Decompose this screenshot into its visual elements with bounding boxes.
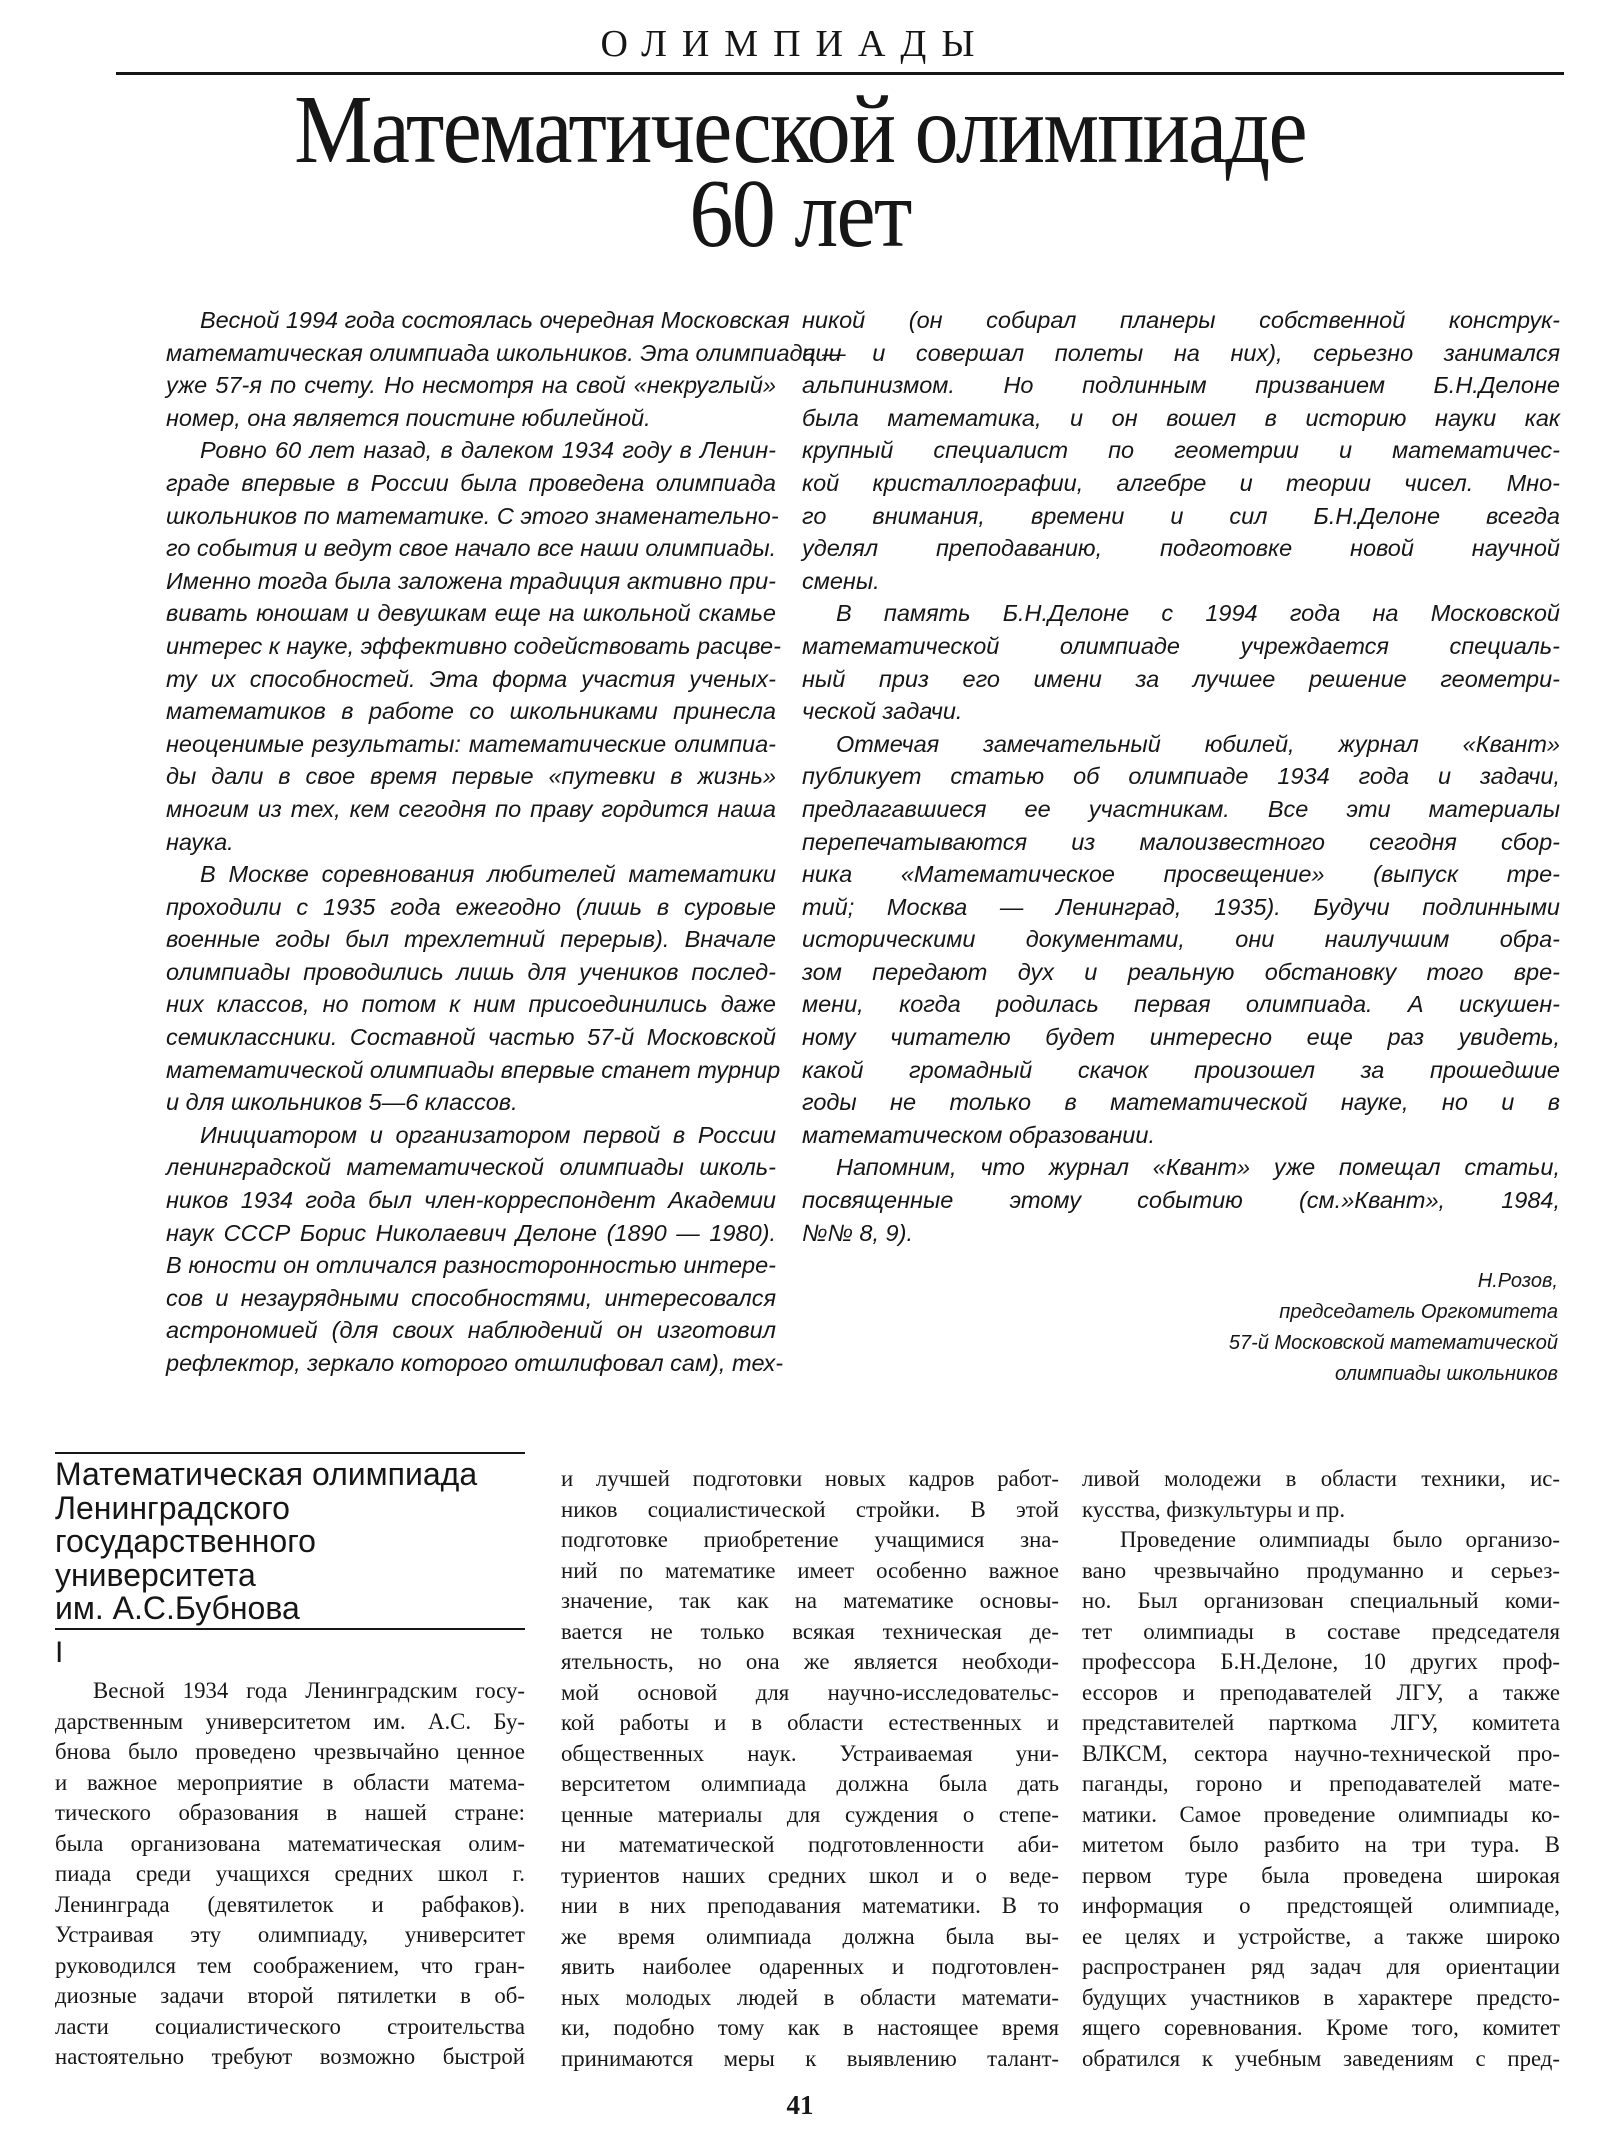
text-line: и важное мероприятие в области матема- — [55, 1769, 525, 1795]
text-line: наук СССР Борис Николаевич Делоне (1890 — 1980). — [166, 1219, 776, 1246]
text-line: ВЛКСМ, сектора научно-технической про- — [1082, 1740, 1560, 1766]
heading-line: Математическая олимпиада — [55, 1456, 478, 1492]
text-line: Ровно 60 лет назад, в далеком 1934 году в Ленин- — [200, 437, 776, 464]
text-line: ятельность, но она же является необходи- — [561, 1649, 1059, 1674]
text-line: тий; Москва — Ленинград, 1935). Будучи подлинными — [802, 893, 1560, 920]
text-line: ту их способностей. Эта форма участия ученых- — [166, 665, 776, 692]
text-line: вано чрезвычайно продуманно и серьез- — [1082, 1557, 1560, 1583]
text-line: ных молодых людей в области математи- — [561, 1984, 1059, 2010]
text-line: Проведение олимпиады было организо- — [1120, 1527, 1560, 1552]
text-line: Отмечая замечательный юбилей, журнал «Квант» — [836, 730, 1560, 757]
text-line: была организована математическая олим- — [55, 1830, 525, 1856]
text-line: проходили с 1935 года ежегодно (лишь в суровые — [166, 893, 776, 920]
article-column-left — [55, 1676, 525, 2073]
heading-rule-top — [55, 1452, 525, 1454]
text-line: кой работы и в области естественных и — [561, 1710, 1059, 1735]
text-line: настоятельно требуют возможно быстрой — [55, 2044, 525, 2069]
text-line: ессоров и преподавателей ЛГУ, а также — [1082, 1679, 1560, 1705]
page-number: 41 — [786, 2090, 814, 2120]
heading-line: им. А.С.Бубнова — [55, 1590, 300, 1626]
text-line: семиклассники. Составной частью 57-й Московской — [166, 1024, 776, 1051]
text-line: вивать юношам и девушкам еще на школьной скамье — [166, 600, 776, 627]
text-line: Устраивая эту олимпиаду, университет — [55, 1922, 525, 1947]
text-line: альпинизмом. Но подлинным призванием Б.Н.Делоне — [802, 372, 1560, 399]
text-line: общественных наук. Устраиваемая уни- — [561, 1740, 1059, 1766]
text-line: В Москве соревнования любителей математики — [200, 861, 776, 888]
text-line: ний по математике имеет особенно важное — [561, 1557, 1059, 1583]
text-line: принимаются меры к выявлению талант- — [561, 2045, 1059, 2071]
text-line: нии в них преподавания математики. В то — [561, 1893, 1059, 1918]
paragraph — [802, 597, 1560, 727]
text-line: ни математической подготовленности аби- — [561, 1832, 1059, 1857]
text-line: же время олимпиада должна была вы- — [561, 1923, 1059, 1949]
paragraph — [561, 1464, 1059, 2074]
text-line: ников социалистической стройки. В этой — [561, 1496, 1059, 1522]
text-line: Напомним, что журнал «Квант» уже помещал статьи, — [836, 1154, 1560, 1181]
paragraph — [1082, 1525, 1560, 2074]
section-label: ОЛИМПИАДЫ — [600, 23, 990, 65]
title-line: 60 лет — [689, 160, 911, 268]
text-line: ному читателю будет интересно еще раз увидеть, — [802, 1024, 1560, 1051]
text-line: кой кристаллографии, алгебре и теории чисел. Мно- — [802, 469, 1560, 496]
text-line: бнова было проведено чрезвычайно ценное — [55, 1739, 525, 1764]
text-line: профессора Б.Н.Делоне, 10 других проф- — [1082, 1649, 1560, 1674]
text-line: номер, она является поистине юбилейной. — [166, 404, 651, 431]
paragraph — [55, 1676, 525, 2073]
text-line: математической олимпиады впервые станет турнир — [166, 1056, 781, 1083]
text-line: посвященные этому событию (см.»Квант», 1984, — [802, 1187, 1560, 1214]
text-line: мой основой для научно-исследовательс- — [561, 1679, 1059, 1705]
text-line: ный приз его имени за лучшее решение геометри- — [802, 665, 1560, 692]
text-line: перепечатываются из малоизвестного сегодня сбор- — [802, 828, 1560, 855]
text-line: мени, когда родилась первая олимпиада. А искушен- — [802, 991, 1560, 1018]
text-line: никой (он собирал планеры собственной конструк- — [802, 307, 1560, 333]
text-line: предлагавшиеся ее участникам. Все эти материалы — [802, 795, 1560, 822]
text-line: распространен ряд задач для ориентации — [1082, 1954, 1560, 1979]
text-line: какой громадный скачок произошел за прошедшие — [802, 1056, 1560, 1083]
signature-line: председатель Оргкомитета — [1279, 1301, 1558, 1323]
text-line: многим из тех, кем сегодня по праву гордится наша — [166, 795, 776, 822]
title-line: Математической олимпиаде — [294, 76, 1306, 184]
article-heading — [55, 1458, 535, 1626]
text-line: ников 1934 года был член-корреспондент Академии — [166, 1187, 776, 1214]
text-line: ки, подобно тому как в настоящее время — [561, 2015, 1059, 2040]
text-line: подготовке приобретение учащимися зна- — [561, 1527, 1059, 1552]
text-line: ценные материалы для суждения о степе- — [561, 1801, 1059, 1827]
text-line: крупный специалист по геометрии и математичес- — [802, 437, 1560, 464]
text-line: наука. — [166, 828, 234, 855]
text-line: будущих участников в характере предсто- — [1082, 1984, 1560, 2010]
heading-rule-bottom — [55, 1628, 525, 1630]
header-rule — [116, 72, 1564, 75]
signature-line: олимпиады школьников — [1334, 1363, 1558, 1385]
text-line: явить наиболее одаренных и подготовлен- — [561, 1954, 1059, 1979]
text-line: ее целях и устройстве, а также широко — [1082, 1923, 1560, 1949]
text-line: зом передают дух и реальную обстановку того вре- — [802, 958, 1560, 985]
text-line: математическом образовании. — [802, 1121, 1155, 1148]
text-line: рефлектор, зеркало которого отшлифовал сам), тех- — [166, 1350, 784, 1376]
text-line: В память Б.Н.Делоне с 1994 года на Московской — [836, 600, 1560, 627]
article-column-middle — [561, 1464, 1059, 2074]
text-line: паганды, гороно и преподавателей мате- — [1082, 1771, 1560, 1796]
text-line: руководился тем соображением, что гран- — [55, 1952, 525, 1978]
text-line: сов и незаурядными способностями, интересовался — [166, 1284, 776, 1311]
paragraph — [166, 304, 846, 434]
text-line: тического образования в нашей стране: — [55, 1800, 525, 1825]
text-line: историческими документами, они наилучшим обра- — [802, 926, 1560, 953]
text-line: астрономией (для своих наблюдений он изготовил — [166, 1317, 776, 1344]
text-line: уделял преподаванию, подготовке новой научной — [802, 535, 1560, 562]
text-line: значение, так как на математике основы- — [561, 1588, 1059, 1613]
text-line: математическая олимпиада школьников. Эта олимпиада — — [166, 339, 846, 366]
text-line: уже 57-я по счету. Но несмотря на свой «некруглый» — [166, 372, 776, 399]
text-line: го события и ведут свое начало все наши олимпиады. — [166, 535, 777, 562]
text-line: неоценимые результаты: математические олимпиа- — [166, 730, 776, 757]
text-line: и лучшей подготовки новых кадров работ- — [561, 1466, 1059, 1491]
text-line: интерес к науке, эффективно содействовать расцве- — [166, 632, 781, 659]
text-line: но. Был организован специальный коми- — [1082, 1588, 1560, 1613]
text-line: граде впервые в России была проведена олимпиада — [166, 469, 776, 496]
text-line: них классов, но потом к ним присоединились даже — [166, 991, 776, 1018]
text-line: ческой задачи. — [802, 698, 963, 725]
paragraph — [802, 304, 1560, 597]
heading-line: государственного — [55, 1523, 316, 1559]
text-line: диозные задачи второй пятилетки в об- — [55, 1983, 525, 2008]
text-line: Именно тогда была заложена традиция активно при- — [166, 567, 776, 594]
text-line: школьников по математике. С этого знаменательно- — [166, 502, 779, 529]
text-line: тет олимпиады в составе председателя — [1082, 1618, 1560, 1644]
text-line: Весной 1934 года Ленинградским госу- — [93, 1678, 525, 1703]
text-line: дарственным университетом им. А.С. Бу- — [55, 1708, 525, 1734]
text-line: верситетом олимпиада должна была дать — [561, 1771, 1059, 1796]
text-line: математической олимпиаде учреждается специаль- — [802, 632, 1560, 659]
text-line: кусства, физкультуры и пр. — [1082, 1496, 1346, 1522]
text-line: представителей парткома ЛГУ, комитета — [1082, 1710, 1560, 1735]
text-line: публикует статью об олимпиаде 1934 года и задачи, — [802, 763, 1560, 790]
heading-line: университета — [55, 1556, 256, 1593]
text-line: туриентов наших средних школ и о веде- — [561, 1862, 1059, 1888]
text-line: и для школьников 5—6 классов. — [166, 1089, 518, 1116]
text-line: №№ 8, 9). — [802, 1219, 913, 1246]
paragraph — [802, 1151, 1560, 1249]
text-line: олимпиады проводились лишь для учеников послед- — [166, 958, 776, 985]
text-line: вается не только всякая техническая де- — [561, 1618, 1059, 1644]
signature — [900, 1266, 1558, 1390]
page-title — [80, 76, 1520, 268]
text-line: обратился к учебным заведениям с пред- — [1082, 2045, 1560, 2071]
text-line: математиков в работе со школьниками принесла — [166, 698, 776, 725]
paragraph — [166, 1119, 784, 1380]
text-line: была математика, и он вошел в историю науки как — [802, 404, 1560, 431]
text-line: Ленинграда (девятилеток и рабфаков). — [55, 1891, 525, 1917]
text-line: ции и совершал полеты на них), серьезно занимался — [802, 339, 1560, 366]
heading-line: Ленинградского — [55, 1489, 290, 1526]
text-line: ласти социалистического строительства — [55, 2013, 525, 2039]
text-line: Весной 1994 года состоялась очередная Московская — [200, 307, 790, 333]
text-line: ленинградской математической олимпиады школь- — [166, 1154, 776, 1181]
text-line: смены. — [802, 567, 880, 594]
text-line: ника «Математическое просвещение» (выпуск тре- — [802, 861, 1560, 888]
paragraph — [166, 858, 781, 1119]
text-line: В юности он отличался разносторонностью интере- — [166, 1252, 776, 1279]
text-line: пиада среди учащихся средних школ г. — [55, 1861, 525, 1886]
paragraph — [1082, 1464, 1560, 1525]
text-line: первом туре была проведена широкая — [1082, 1862, 1560, 1888]
text-line: ливой молодежи в области техники, ис- — [1082, 1466, 1560, 1491]
text-line: ды дали в свое время первые «путевки в жизнь» — [166, 763, 776, 790]
signature-line: 57-й Московской математической — [1228, 1332, 1558, 1354]
text-line: годы не только в математической науке, но и в — [802, 1089, 1560, 1116]
text-line: военные годы был трехлетний перерыв). Вначале — [166, 926, 776, 953]
text-line: Инициатором и организатором первой в России — [200, 1121, 776, 1148]
text-line: информация о предстоящей олимпиаде, — [1082, 1893, 1560, 1918]
signature-line: Н.Розов, — [1477, 1270, 1558, 1292]
paragraph — [802, 728, 1560, 1152]
part-number: I — [55, 1636, 64, 1669]
text-line: ящего соревнования. Кроме того, комитет — [1082, 2015, 1560, 2040]
paragraph — [166, 434, 781, 858]
text-line: го внимания, времени и сил Б.Н.Делоне всегда — [802, 502, 1560, 529]
intro-column-right — [802, 304, 1560, 1249]
text-line: матики. Самое проведение олимпиады ко- — [1082, 1801, 1560, 1827]
article-column-right — [1082, 1464, 1560, 2074]
text-line: митетом было разбито на три тура. В — [1082, 1832, 1560, 1857]
